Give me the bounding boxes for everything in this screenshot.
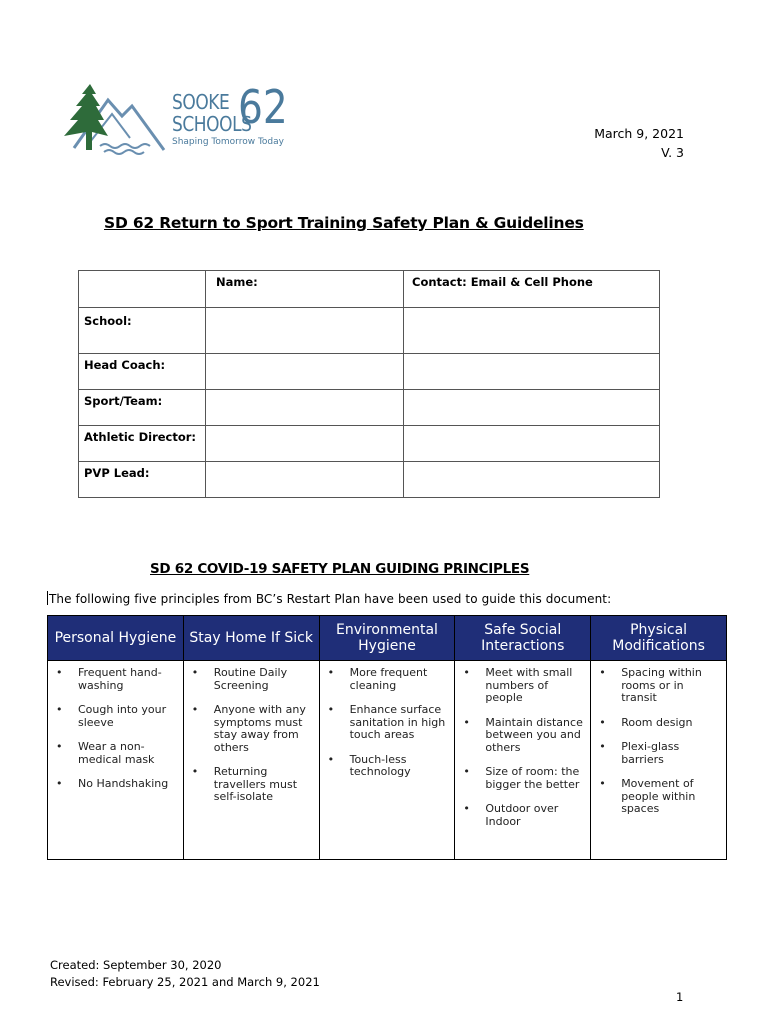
principle-list	[595, 667, 722, 816]
principle-header-stay-home: Stay Home If Sick	[183, 616, 319, 661]
contact-row-head-coach	[79, 354, 660, 390]
principle-list	[324, 667, 451, 779]
principle-header-personal-hygiene: Personal Hygiene	[48, 616, 184, 661]
page-title: SD 62 Return to Sport Training Safety Plan & Guidelines	[104, 214, 584, 232]
principles-title: SD 62 COVID-19 SAFETY PLAN GUIDING PRINCIPLES	[150, 561, 530, 577]
contact-row-label: Athletic Director:	[79, 426, 206, 462]
athletic-director-name-cell[interactable]	[206, 426, 404, 462]
logo-number: 62	[238, 80, 288, 134]
principle-header-safe-social: Safe Social Interactions	[455, 616, 591, 661]
created-date: Created: September 30, 2020	[50, 958, 222, 972]
contact-row-label: Head Coach:	[79, 354, 206, 390]
logo-line-1: SOOKE	[172, 90, 230, 114]
contact-row-athletic-director	[79, 426, 660, 462]
contact-row-label: School:	[79, 308, 206, 354]
contact-row-label: Sport/Team:	[79, 390, 206, 426]
revised-date: Revised: February 25, 2021 and March 9, 2021	[50, 975, 320, 989]
contact-row-school	[79, 308, 660, 354]
document-date: March 9, 2021	[594, 126, 684, 141]
principle-item: • Returning travellers must self-isolate	[188, 766, 315, 804]
page-number: 1	[676, 990, 684, 1004]
contact-row-pvp-lead	[79, 462, 660, 498]
date-block	[594, 124, 684, 162]
principle-cell-physical-modifications	[591, 661, 727, 860]
principle-item: • Maintain distance between you and others	[459, 717, 586, 755]
principle-list	[459, 667, 586, 828]
contact-header-contact: Contact: Email & Cell Phone	[404, 271, 660, 308]
pvp-lead-name-cell[interactable]	[206, 462, 404, 498]
principle-list	[52, 667, 179, 791]
logo-tagline: Shaping Tomorrow Today	[172, 137, 284, 147]
contact-header-row	[79, 271, 660, 308]
principle-item: • Enhance surface sanitation in high touch areas	[324, 704, 451, 742]
principle-item: • Size of room: the bigger the better	[459, 766, 586, 791]
head-coach-name-cell[interactable]	[206, 354, 404, 390]
sport-team-contact-cell[interactable]	[404, 390, 660, 426]
principle-item: • No Handshaking	[52, 778, 179, 791]
principle-cell-environmental-hygiene	[319, 661, 455, 860]
principle-item: • Routine Daily Screening	[188, 667, 315, 692]
contact-header-name: Name:	[206, 271, 404, 308]
principles-body-row	[48, 661, 727, 860]
principle-list	[188, 667, 315, 804]
school-contact-cell[interactable]	[404, 308, 660, 354]
principle-item: • Outdoor over Indoor	[459, 803, 586, 828]
principle-item: • More frequent cleaning	[324, 667, 451, 692]
principle-cell-personal-hygiene	[48, 661, 184, 860]
principles-table	[47, 615, 727, 860]
principles-intro	[47, 591, 611, 606]
principle-cell-safe-social	[455, 661, 591, 860]
principle-item: • Movement of people within spaces	[595, 778, 722, 816]
head-coach-contact-cell[interactable]	[404, 354, 660, 390]
principle-item: • Cough into your sleeve	[52, 704, 179, 729]
principle-item: • Frequent hand-washing	[52, 667, 179, 692]
text-cursor	[47, 591, 48, 605]
principle-item: • Meet with small numbers of people	[459, 667, 586, 705]
principle-header-physical-modifications: Physical Modifications	[591, 616, 727, 661]
principle-item: • Plexi-glass barriers	[595, 741, 722, 766]
school-district-logo	[60, 80, 290, 160]
principles-header-row	[48, 616, 727, 661]
document-footer	[50, 957, 320, 991]
contact-row-label: PVP Lead:	[79, 462, 206, 498]
principle-item: • Touch-less technology	[324, 754, 451, 779]
contact-row-sport-team	[79, 390, 660, 426]
principles-intro-text: The following five principles from BC’s Restart Plan have been used to guide this document:	[49, 592, 612, 606]
principle-item: • Wear a non-medical mask	[52, 741, 179, 766]
logo-line-2: SCHOOLS	[172, 112, 252, 136]
principle-cell-stay-home	[183, 661, 319, 860]
school-name-cell[interactable]	[206, 308, 404, 354]
principle-item: • Anyone with any symptoms must stay away from others	[188, 704, 315, 754]
principle-item: • Spacing within rooms or in transit	[595, 667, 722, 705]
principle-header-environmental-hygiene: Environmental Hygiene	[319, 616, 455, 661]
pvp-lead-contact-cell[interactable]	[404, 462, 660, 498]
sport-team-name-cell[interactable]	[206, 390, 404, 426]
tree-mountain-icon	[60, 80, 170, 160]
principle-item: • Room design	[595, 717, 722, 730]
contact-table	[78, 270, 660, 498]
contact-header-blank	[79, 271, 206, 308]
athletic-director-contact-cell[interactable]	[404, 426, 660, 462]
document-version: V. 3	[661, 145, 684, 160]
